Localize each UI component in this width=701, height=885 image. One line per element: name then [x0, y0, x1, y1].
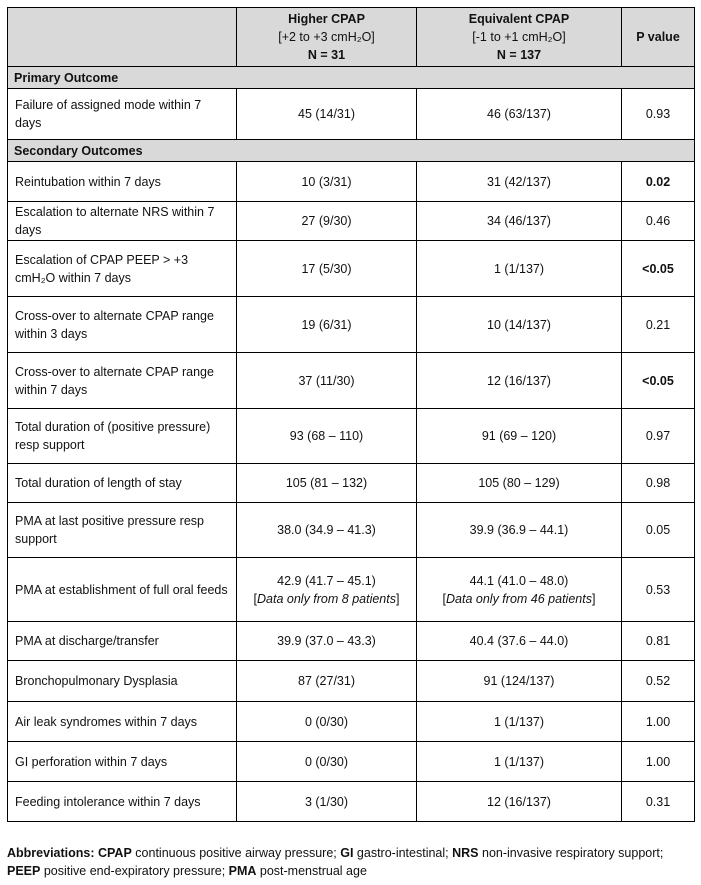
- abbr-term: PEEP: [7, 864, 41, 878]
- higher-value: 105 (81 – 132): [237, 464, 417, 503]
- higher-value: 37 (11/30): [237, 353, 417, 409]
- table-row: [8, 661, 695, 702]
- outcome-label: Cross-over to alternate CPAP range within 7 days: [8, 353, 237, 409]
- section-row-primary: [8, 67, 695, 89]
- table-row: [8, 622, 695, 661]
- header-higher-n: N = 31: [307, 48, 346, 62]
- outcome-label: PMA at last positive pressure resp support: [8, 503, 237, 558]
- higher-value-cell: [237, 558, 417, 622]
- equivalent-value: 12 (16/137): [417, 782, 622, 822]
- p-value: <0.05: [622, 353, 695, 409]
- higher-value: 3 (1/30): [237, 782, 417, 822]
- equivalent-value: 31 (42/137): [417, 162, 622, 202]
- higher-value: 38.0 (34.9 – 41.3): [237, 503, 417, 558]
- p-value: 0.93: [622, 89, 695, 140]
- equivalent-value: 10 (14/137): [417, 297, 622, 353]
- header-higher-range: [+2 to +3 cmH₂O]: [278, 30, 375, 44]
- header-pvalue: [622, 8, 695, 67]
- equivalent-note-text: Data only from 46 patients: [446, 591, 592, 606]
- p-value: 0.02: [622, 162, 695, 202]
- higher-note: [Data only from 8 patients]: [253, 591, 400, 606]
- table-row: [8, 353, 695, 409]
- outcome-label: Escalation to alternate NRS within 7 days: [8, 202, 237, 241]
- abbr-definition: gastro-intestinal;: [353, 846, 453, 860]
- higher-value: 45 (14/31): [237, 89, 417, 140]
- p-value: 1.00: [622, 702, 695, 742]
- outcomes-table: [7, 7, 695, 822]
- higher-value: 27 (9/30): [237, 202, 417, 241]
- higher-value: 42.9 (41.7 – 45.1): [277, 573, 376, 588]
- outcome-label: PMA at discharge/transfer: [8, 622, 237, 661]
- table-row: [8, 202, 695, 241]
- section-label: Secondary Outcomes: [8, 140, 695, 162]
- header-pvalue-label: P value: [636, 30, 680, 44]
- higher-value: 87 (27/31): [237, 661, 417, 702]
- abbr-term: CPAP: [98, 846, 132, 860]
- higher-value: 19 (6/31): [237, 297, 417, 353]
- equivalent-value: 1 (1/137): [417, 241, 622, 297]
- higher-value: 17 (5/30): [237, 241, 417, 297]
- p-value: 0.53: [622, 558, 695, 622]
- equivalent-value: 40.4 (37.6 – 44.0): [417, 622, 622, 661]
- equivalent-value: 1 (1/137): [417, 702, 622, 742]
- equivalent-note: [Data only from 46 patients]: [442, 591, 596, 606]
- table-row: [8, 464, 695, 503]
- higher-value: 0 (0/30): [237, 742, 417, 782]
- p-value: 0.31: [622, 782, 695, 822]
- table-row: [8, 241, 695, 297]
- higher-value: 0 (0/30): [237, 702, 417, 742]
- abbr-term: NRS: [452, 846, 479, 860]
- outcome-label: Bronchopulmonary Dysplasia: [8, 661, 237, 702]
- equivalent-value: 46 (63/137): [417, 89, 622, 140]
- outcome-label: Total duration of (positive pressure) resp support: [8, 409, 237, 464]
- abbr-definition: non-invasive respiratory support;: [478, 846, 664, 860]
- equivalent-value: 44.1 (41.0 – 48.0): [469, 573, 569, 588]
- header-row: [8, 8, 695, 67]
- table-row: [8, 702, 695, 742]
- outcome-label: Cross-over to alternate CPAP range within 3 days: [8, 297, 237, 353]
- outcome-label: PMA at establishment of full oral feeds: [8, 558, 237, 622]
- table-row: [8, 558, 695, 622]
- table-row: [8, 89, 695, 140]
- table-row: [8, 782, 695, 822]
- table-row: [8, 742, 695, 782]
- outcome-label: Reintubation within 7 days: [8, 162, 237, 202]
- table-row: [8, 297, 695, 353]
- equivalent-value-cell: [417, 558, 622, 622]
- outcome-label: GI perforation within 7 days: [8, 742, 237, 782]
- section-label: Primary Outcome: [8, 67, 695, 89]
- p-value: 1.00: [622, 742, 695, 782]
- equivalent-value: 91 (69 – 120): [417, 409, 622, 464]
- outcome-label: Air leak syndromes within 7 days: [8, 702, 237, 742]
- p-value: 0.97: [622, 409, 695, 464]
- header-higher-title: Higher CPAP: [288, 12, 365, 26]
- p-value: 0.52: [622, 661, 695, 702]
- table-row: [8, 409, 695, 464]
- abbreviations-footnote: [7, 844, 697, 880]
- outcome-label: Escalation of CPAP PEEP > +3 cmH₂O within 7 days: [8, 241, 237, 297]
- footnote-heading: Abbreviations:: [7, 846, 95, 860]
- outcome-label: Feeding intolerance within 7 days: [8, 782, 237, 822]
- header-equivalent-cpap: [417, 8, 622, 67]
- abbr-term: PMA: [228, 864, 257, 878]
- p-value: 0.05: [622, 503, 695, 558]
- abbr-definition: positive end-expiratory pressure;: [40, 864, 229, 878]
- higher-note-text: Data only from 8 patients: [257, 591, 396, 606]
- abbr-term: GI: [340, 846, 354, 860]
- table-row: [8, 503, 695, 558]
- header-equivalent-range: [-1 to +1 cmH₂O]: [472, 30, 566, 44]
- p-value: 0.46: [622, 202, 695, 241]
- higher-value: 10 (3/31): [237, 162, 417, 202]
- equivalent-value: 105 (80 – 129): [417, 464, 622, 503]
- abbr-definition: post-menstrual age: [256, 864, 367, 878]
- higher-value: 93 (68 – 110): [237, 409, 417, 464]
- higher-value: 39.9 (37.0 – 43.3): [237, 622, 417, 661]
- table-row: [8, 162, 695, 202]
- header-blank: [8, 8, 237, 67]
- header-higher-cpap: [237, 8, 417, 67]
- header-equivalent-title: Equivalent CPAP: [468, 12, 570, 26]
- equivalent-value: 1 (1/137): [417, 742, 622, 782]
- outcome-label: Total duration of length of stay: [8, 464, 237, 503]
- header-equivalent-n: N = 137: [496, 48, 542, 62]
- outcome-label: Failure of assigned mode within 7 days: [8, 89, 237, 140]
- abbr-definition: continuous positive airway pressure;: [131, 846, 341, 860]
- p-value: 0.98: [622, 464, 695, 503]
- equivalent-value: 39.9 (36.9 – 44.1): [417, 503, 622, 558]
- p-value: 0.21: [622, 297, 695, 353]
- p-value: <0.05: [622, 241, 695, 297]
- section-row-secondary: [8, 140, 695, 162]
- equivalent-value: 91 (124/137): [417, 661, 622, 702]
- equivalent-value: 34 (46/137): [417, 202, 622, 241]
- equivalent-value: 12 (16/137): [417, 353, 622, 409]
- p-value: 0.81: [622, 622, 695, 661]
